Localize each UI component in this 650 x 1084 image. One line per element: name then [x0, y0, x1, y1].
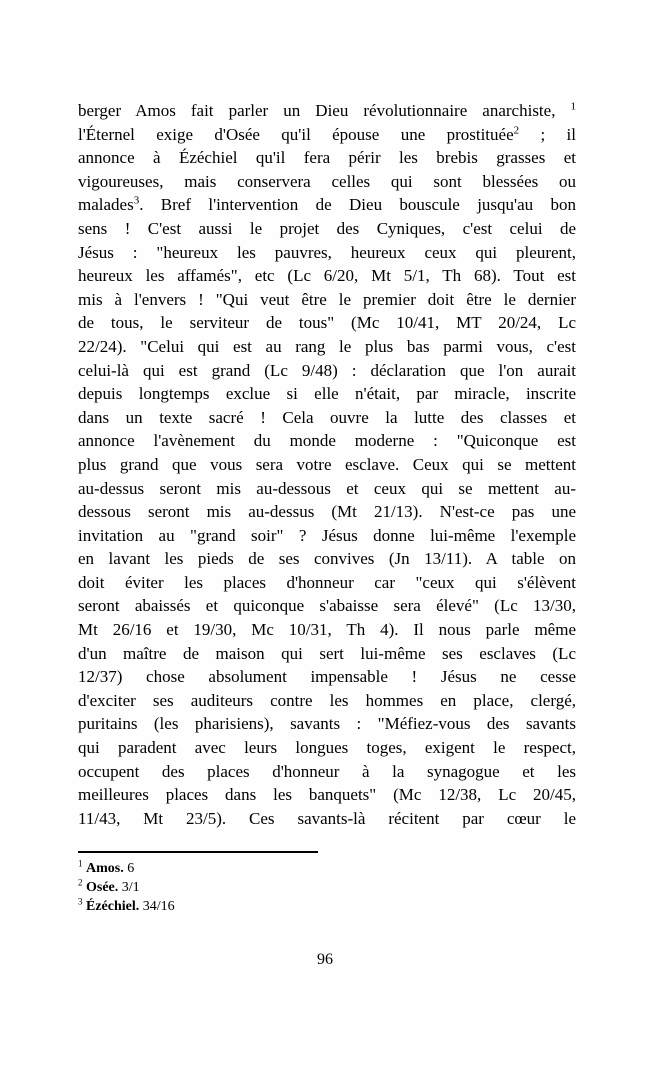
- body-line: au-dessus seront mis au-dessous et ceux qui se mettent au-: [78, 478, 576, 498]
- body-line: meilleures places dans les banquets" (Mc 12/38, Lc 20/45,: [78, 785, 576, 805]
- body-line: seront abaissés et quiconque s'abaisse sera élevé" (Lc 13/30,: [78, 596, 576, 616]
- footnote-marker: 3: [78, 896, 83, 907]
- footnote-source: Osée.: [86, 880, 119, 895]
- body-line: occupent des places d'honneur à la synagogue et les: [78, 761, 576, 781]
- body-line: doit éviter les places d'honneur car "ceux qui s'élèvent: [78, 572, 576, 592]
- body-line: d'exciter ses auditeurs contre les hommes en place, clergé,: [78, 690, 576, 710]
- body-line: heureux les affamés", etc (Lc 6/20, Mt 5/1, Th 68). Tout est: [78, 266, 576, 286]
- body-line: puritains (les pharisiens), savants : "Méfiez-vous des savants: [78, 714, 576, 734]
- body-line: annonce l'avènement du monde moderne : "Quiconque est: [78, 431, 576, 451]
- body-line: en lavant les pieds de ses convives (Jn 13/11). A table on: [78, 549, 576, 569]
- footnote-marker: 2: [78, 877, 83, 888]
- footnote-separator: [78, 851, 318, 853]
- page-number: 96: [317, 951, 333, 968]
- body-line: l'Éternel exige d'Osée qu'il épouse une prostituée$^2$ ; il: [78, 123, 576, 144]
- footnote-source: Amos.: [86, 861, 124, 876]
- body-line: d'un maître de maison qui sert lui-même ses esclaves (Lc: [78, 643, 576, 663]
- body-line: annonce à Ézéchiel qu'il fera périr les brebis grasses et: [78, 148, 576, 168]
- body-line: berger Amos fait parler un Dieu révolutionnaire anarchiste, $^1$: [78, 100, 576, 120]
- body-line: qui paradent avec leurs longues toges, exigent le respect,: [78, 738, 576, 758]
- body-line: malades$^3$. Bref l'intervention de Dieu bouscule jusqu'au bon: [78, 194, 576, 215]
- body-line: dessous seront mis au-dessus (Mt 21/13). N'est-ce pas une: [78, 502, 576, 522]
- body-line: dans un texte sacré ! Cela ouvre la lutte des classes et: [78, 407, 576, 427]
- body-text: [78, 99, 576, 830]
- footnote-item: $^2$ Osée. 3/1: [78, 877, 140, 895]
- footnote-marker: 2: [513, 123, 520, 136]
- footnote-source: Ézéchiel.: [86, 899, 140, 914]
- body-line: plus grand que vous sera votre esclave. Ceux qui se mettent: [78, 454, 576, 474]
- footnote-marker: 1: [570, 100, 576, 113]
- body-line: vigoureuses, mais conservera celles qui sont blessées ou: [78, 171, 576, 191]
- body-line: invitation au "grand soir" ? Jésus donne lui-même l'exemple: [78, 525, 576, 545]
- body-line: celui-là qui est grand (Lc 9/48) : déclaration que l'on aurait: [78, 360, 576, 380]
- body-line: depuis longtemps exclue si elle n'était, par miracle, inscrite: [78, 384, 576, 404]
- footnote-marker: 1: [78, 858, 83, 869]
- body-line: Jésus : "heureux les pauvres, heureux ceux qui pleurent,: [78, 242, 576, 262]
- footnotes-list: [78, 859, 576, 916]
- body-line: 11/43, Mt 23/5). Ces savants-là récitent par cœur le: [78, 808, 576, 828]
- body-line: Mt 26/16 et 19/30, Mc 10/31, Th 4). Il nous parle même: [78, 620, 576, 640]
- body-line: sens ! C'est aussi le projet des Cyniques, c'est celui de: [78, 218, 576, 238]
- footnote-item: $^1$ Amos. 6: [78, 858, 135, 876]
- footnote-block: [78, 851, 576, 916]
- footnote-marker: 3: [133, 194, 140, 207]
- footnote-item: $^3$ Ézéchiel. 34/16: [78, 896, 175, 914]
- body-line: de tous, le serviteur de tous" (Mc 10/41, MT 20/24, Lc: [78, 313, 576, 333]
- body-line: 22/24). "Celui qui est au rang le plus bas parmi vous, c'est: [78, 336, 576, 356]
- body-line: mis à l'envers ! "Qui veut être le premier doit être le dernier: [78, 289, 576, 309]
- body-line: 12/37) chose absolument impensable ! Jésus ne cesse: [78, 667, 576, 687]
